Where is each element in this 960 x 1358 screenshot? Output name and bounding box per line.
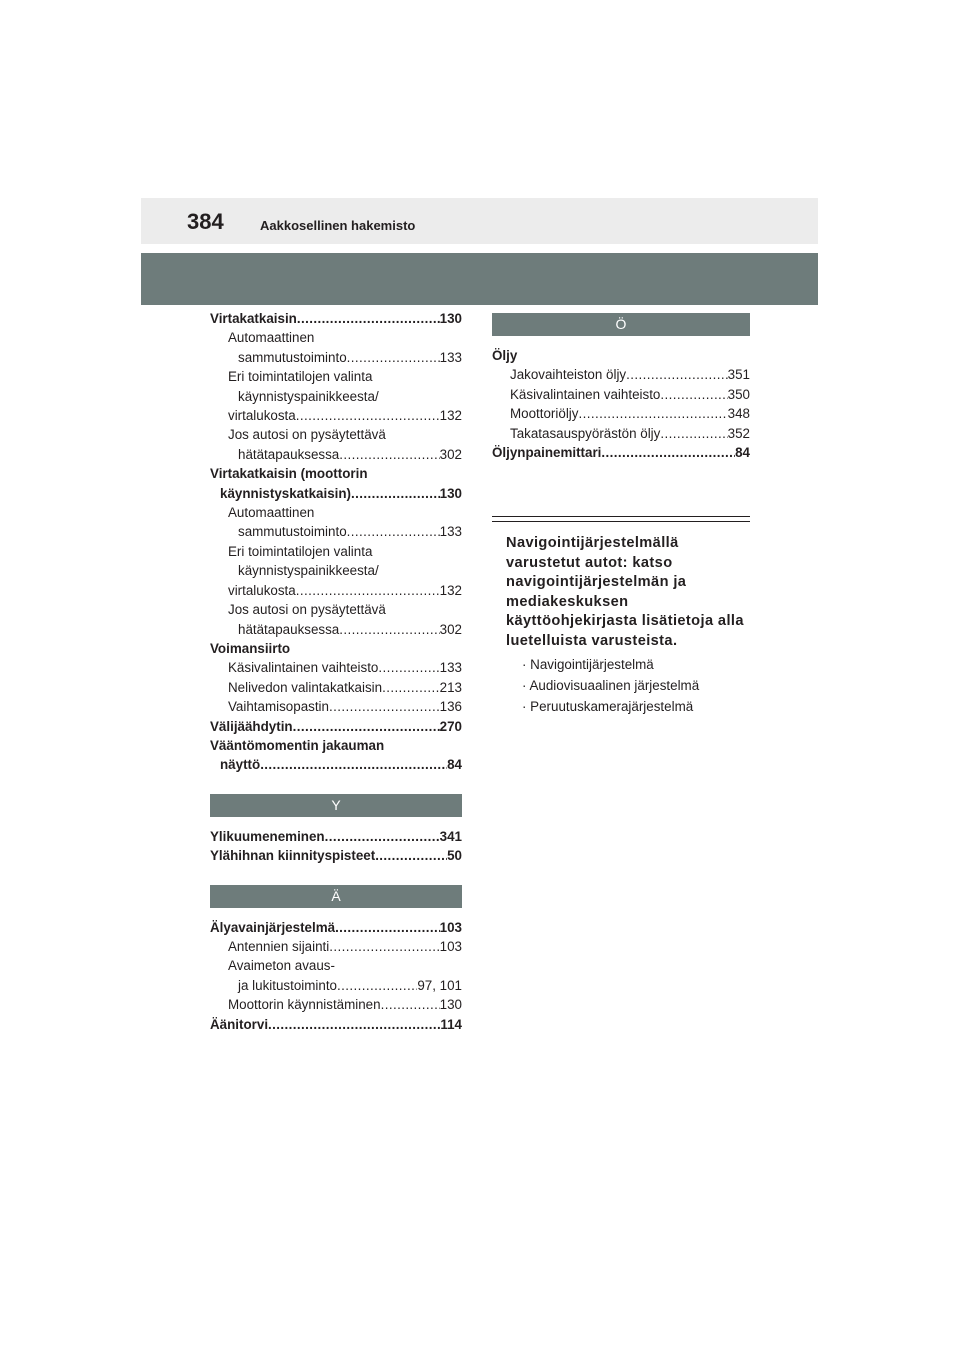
note-item-list (522, 655, 750, 717)
index-subentry: Antennien sijainti ..... 103 (210, 937, 462, 956)
index-entry: Ylikuumeneminen ..... 341 (210, 827, 462, 846)
index-entry: käynnistyskatkaisin) ..... 130 (210, 484, 462, 503)
index-subentry: virtalukosta ..... 132 (210, 406, 462, 425)
index-entry: Ylähihnan kiinnityspisteet ..... 50 (210, 846, 462, 865)
header-bar (141, 198, 818, 244)
index-subentry: Eri toimintatilojen valinta (228, 369, 373, 385)
index-entry: Voimansiirto (210, 640, 291, 656)
page-number: 384 (187, 209, 224, 234)
letter-header-a-umlaut: Ä (210, 885, 462, 908)
index-subentry: Jos autosi on pysäytettävä (228, 427, 386, 443)
left-index-column (210, 309, 462, 1034)
index-subentry: virtalukosta ..... 132 (210, 581, 462, 600)
section-title: Aakkosellinen hakemisto (260, 218, 416, 233)
index-subentry: Jos autosi on pysäytettävä (228, 602, 386, 618)
letter-header-y: Y (210, 794, 462, 817)
index-subentry: käynnistyspainikkeesta/ (238, 563, 379, 579)
index-subentry: Automaattinen (228, 505, 315, 521)
index-subentry: hätätapauksessa ..... 302 (210, 445, 462, 464)
index-entry: Älyavainjärjestelmä ..... 103 (210, 918, 462, 937)
index-entry: Välijäähdytin ..... 270 (210, 717, 462, 736)
index-subentry: Moottorin käynnistäminen ..... 130 (210, 995, 462, 1014)
index-subentry: Jakovaihteiston öljy ..... 351 (492, 365, 750, 384)
index-subentry: sammutustoiminto ..... 133 (210, 348, 462, 367)
index-subentry: käynnistyspainikkeesta/ (238, 388, 379, 404)
note-list-item: · Peruutuskamerajärjestelmä (522, 698, 694, 714)
index-subentry: sammutustoiminto ..... 133 (210, 522, 462, 541)
index-entry: Virtakatkaisin (moottorin (210, 466, 368, 482)
index-subentry: ja lukitustoiminto ..... 97, 101 (210, 976, 462, 995)
index-entry: Öljy (492, 348, 518, 363)
index-entry: Virtakatkaisin ..... 130 (210, 309, 462, 328)
index-subentry: Käsivalintainen vaihteisto ..... 350 (492, 385, 750, 404)
note-list-item: · Navigointijärjestelmä (522, 657, 654, 672)
index-subentry: Avaimeton avaus- (228, 958, 335, 974)
index-subentry: Automaattinen (228, 330, 315, 346)
right-index-column (492, 313, 750, 462)
letter-header-o-umlaut: Ö (492, 313, 750, 336)
index-entry: Öljynpainemittari ..... 84 (492, 443, 750, 462)
index-subentry: Moottoriöljy ..... 348 (492, 404, 750, 423)
note-divider (492, 516, 750, 522)
note-text: Navigointijärjestelmällä varustetut autot: katso navigointijärjestelmän ja mediakeskuksen käyttöohjekirjasta lisätietoja alla luetelluista varusteista. (506, 535, 744, 649)
index-subentry: Vaihtamisopastin ..... 136 (210, 697, 462, 716)
navigation-note (492, 516, 750, 717)
index-subentry: Nelivedon valintakatkaisin ..... 213 (210, 678, 462, 697)
index-entry: Vääntömomentin jakauman (210, 737, 385, 753)
index-subentry: Käsivalintainen vaihteisto ..... 133 (210, 658, 462, 677)
index-subentry: hätätapauksessa ..... 302 (210, 620, 462, 639)
note-list-item: · Audiovisuaalinen järjestelmä (522, 677, 700, 693)
index-subentry: Eri toimintatilojen valinta (228, 543, 373, 559)
index-subentry: Takatasauspyörästön öljy ..... 352 (492, 424, 750, 443)
index-entry: Äänitorvi ..... 114 (210, 1015, 462, 1034)
index-entry: näyttö ..... 84 (210, 755, 462, 774)
header-band (141, 253, 818, 305)
